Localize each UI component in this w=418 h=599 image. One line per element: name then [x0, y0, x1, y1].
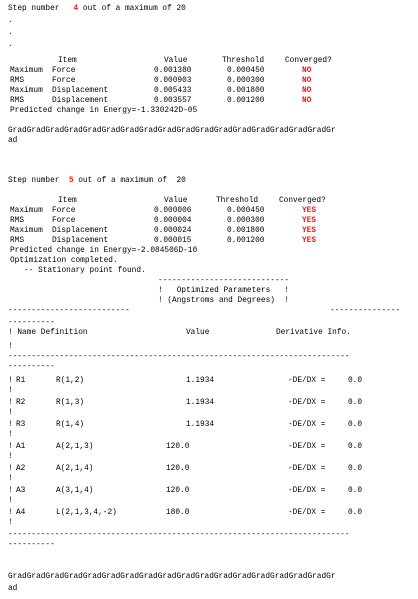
col-converged-header: Converged?: [279, 197, 326, 205]
row-label-a: Maximum: [10, 67, 43, 75]
converged-flag: NO: [302, 67, 312, 75]
row-threshold: 0.001800: [227, 227, 265, 235]
row-value: 0.005433: [154, 87, 192, 95]
row-label-b: Force: [52, 207, 76, 215]
step4-line: [8, 4, 186, 14]
grad-separator-tail: ad: [8, 585, 18, 593]
param-name: A2: [16, 465, 26, 473]
banner-right-rule: ---------------: [330, 307, 401, 315]
param-derivative-label: -DE/DX =: [288, 487, 326, 495]
param-bang: !: [8, 399, 13, 407]
ellipsis-dot: .: [8, 17, 13, 25]
grad-separator-tail: ad: [8, 137, 18, 145]
step5-number: 5: [68, 177, 74, 185]
param-value: 180.0: [166, 509, 190, 517]
param-derivative-label: -DE/DX =: [288, 377, 326, 385]
param-derivative-value: 0.0: [348, 465, 363, 473]
converged-flag: YES: [302, 217, 317, 225]
col-item-header: Item: [58, 57, 77, 65]
row-label-b: Displacement: [52, 97, 109, 105]
step5-suffix: out of a maximum of 20: [78, 177, 186, 185]
optimization-completed: Optimization completed.: [10, 257, 118, 265]
param-definition: A(3,1,4): [56, 487, 94, 495]
param-bang: !: [8, 487, 13, 495]
param-value: 120.0: [166, 443, 190, 451]
banner-top-rule: ----------------------------: [158, 277, 290, 285]
param-value: 1.1934: [186, 399, 215, 407]
step5-prefix: Step number: [8, 177, 60, 185]
header-bang: !: [8, 329, 13, 337]
param-bang: !: [8, 465, 13, 473]
param-bang: !: [8, 497, 13, 505]
row-value: 0.000004: [154, 217, 192, 225]
param-bang: !: [8, 431, 13, 439]
rule-long: -------------------------------------------------------------------------: [8, 531, 350, 539]
row-label-b: Displacement: [52, 87, 109, 95]
col-threshold-header: Threshold: [222, 57, 265, 65]
row-label-b: Force: [52, 67, 76, 75]
row-label-a: Maximum: [10, 227, 43, 235]
param-derivative-value: 0.0: [348, 509, 363, 517]
param-value: 120.0: [166, 487, 190, 495]
param-bang: !: [8, 421, 13, 429]
col-item-header: Item: [58, 197, 77, 205]
row-threshold: 0.001800: [227, 87, 265, 95]
banner-left-rule: --------------------------: [8, 307, 130, 315]
row-label-b: Force: [52, 217, 76, 225]
grad-separator: GradGradGradGradGradGradGradGradGradGradGradGradGradGradGradGradGradGr: [8, 573, 336, 581]
row-value: 0.000024: [154, 227, 192, 235]
predicted-energy-change: Predicted change in Energy=-2.084506D-10: [10, 247, 198, 255]
param-derivative-label: -DE/DX =: [288, 399, 326, 407]
param-bang: !: [8, 519, 13, 527]
row-value: 0.001380: [154, 67, 192, 75]
param-name: R2: [16, 399, 26, 407]
param-derivative-label: -DE/DX =: [288, 465, 326, 473]
rule-long: -------------------------------------------------------------------------: [8, 353, 350, 361]
row-value: 0.000015: [154, 237, 192, 245]
step4-suffix: out of a maximum of 20: [82, 5, 186, 13]
header-bang-below: !: [8, 343, 13, 351]
stationary-point-found: -- Stationary point found.: [10, 267, 146, 275]
param-bang: !: [8, 409, 13, 417]
param-value: 1.1934: [186, 377, 215, 385]
converged-flag: YES: [302, 227, 317, 235]
param-definition: R(1,2): [56, 377, 85, 385]
step5-line: [8, 176, 186, 186]
converged-flag: NO: [302, 97, 312, 105]
param-value: 120.0: [166, 465, 190, 473]
grad-separator: GradGradGradGradGradGradGradGradGradGradGradGradGradGradGradGradGradGr: [8, 127, 336, 135]
param-derivative-value: 0.0: [348, 399, 363, 407]
banner-title: ! Optimized Parameters !: [158, 287, 290, 295]
row-label-a: Maximum: [10, 87, 43, 95]
converged-flag: YES: [302, 237, 317, 245]
rule-short: ----------: [8, 319, 55, 327]
row-threshold: 0.000450: [227, 207, 265, 215]
step4-prefix: Step number: [8, 5, 60, 13]
row-threshold: 0.001200: [227, 237, 265, 245]
param-derivative-label: -DE/DX =: [288, 443, 326, 451]
param-definition: R(1,3): [56, 399, 85, 407]
row-label-a: RMS: [10, 77, 25, 85]
row-label-a: RMS: [10, 217, 25, 225]
param-definition: L(2,1,3,4,-2): [56, 509, 117, 517]
rule-short: ----------: [8, 541, 55, 549]
param-definition: R(1,4): [56, 421, 85, 429]
row-threshold: 0.001200: [227, 97, 265, 105]
row-label-a: RMS: [10, 237, 25, 245]
ellipsis-dot: .: [8, 29, 13, 37]
row-label-b: Force: [52, 77, 76, 85]
param-name: R3: [16, 421, 26, 429]
param-definition: A(2,1,4): [56, 465, 94, 473]
col-converged-header: Converged?: [285, 57, 332, 65]
header-name: Name: [17, 329, 37, 337]
header-value: Value: [186, 329, 210, 337]
row-value: 0.000006: [154, 207, 192, 215]
param-bang: !: [8, 377, 13, 385]
param-bang: !: [8, 453, 13, 461]
param-derivative-label: -DE/DX =: [288, 509, 326, 517]
param-derivative-value: 0.0: [348, 487, 363, 495]
param-derivative-label: -DE/DX =: [288, 421, 326, 429]
row-label-a: RMS: [10, 97, 25, 105]
row-value: 0.003557: [154, 97, 192, 105]
converged-flag: NO: [302, 77, 312, 85]
param-derivative-value: 0.0: [348, 377, 363, 385]
row-label-a: Maximum: [10, 207, 43, 215]
banner-units: ! (Angstroms and Degrees) !: [158, 297, 290, 305]
row-value: 0.000903: [154, 77, 192, 85]
row-label-b: Displacement: [52, 237, 109, 245]
header-definition: Definition: [40, 329, 88, 337]
predicted-energy-change: Predicted change in Energy=-1.330242D-05: [10, 107, 198, 115]
param-name: A1: [16, 443, 26, 451]
param-value: 1.1934: [186, 421, 215, 429]
params-header-row: [8, 328, 88, 338]
param-derivative-value: 0.0: [348, 443, 363, 451]
param-name: A3: [16, 487, 26, 495]
converged-flag: NO: [302, 87, 312, 95]
col-threshold-header: Threshold: [216, 197, 259, 205]
row-label-b: Displacement: [52, 227, 109, 235]
row-threshold: 0.000300: [227, 77, 265, 85]
row-threshold: 0.000300: [227, 217, 265, 225]
converged-flag: YES: [302, 207, 317, 215]
ellipsis-dot: .: [8, 41, 13, 49]
param-bang: !: [8, 443, 13, 451]
param-definition: A(2,1,3): [56, 443, 94, 451]
param-derivative-value: 0.0: [348, 421, 363, 429]
param-name: A4: [16, 509, 26, 517]
col-value-header: Value: [164, 197, 188, 205]
header-derivative: Derivative Info.: [276, 329, 351, 337]
param-bang: !: [8, 509, 13, 517]
param-bang: !: [8, 475, 13, 483]
step4-number: 4: [73, 5, 79, 13]
row-threshold: 0.000450: [227, 67, 265, 75]
param-name: R1: [16, 377, 26, 385]
param-bang: !: [8, 387, 13, 395]
rule-short: ----------: [8, 363, 55, 371]
col-value-header: Value: [164, 57, 188, 65]
